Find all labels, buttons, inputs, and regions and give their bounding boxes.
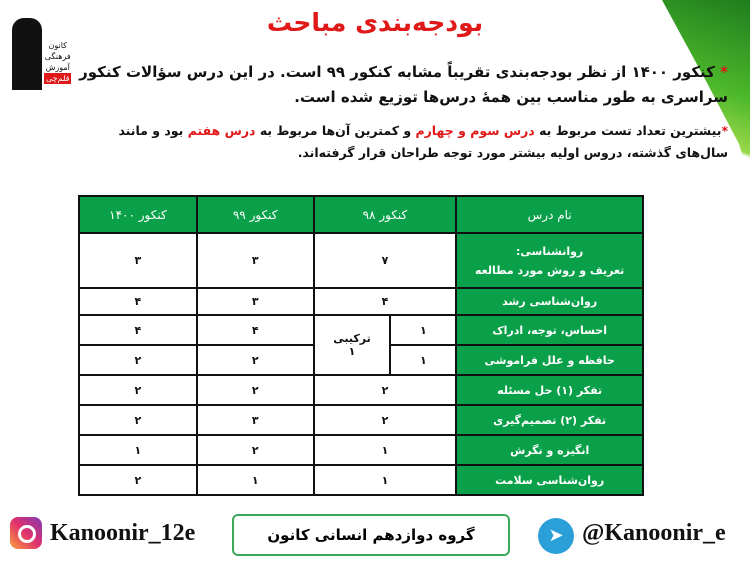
cell: ۴ [79, 288, 197, 315]
highlight: درس هفتم [187, 123, 256, 138]
logo-text: کانون [48, 41, 67, 50]
lesson-name: حافظه و علل فراموشی [456, 345, 643, 375]
group-label-box [232, 514, 510, 556]
cell: ۲ [197, 435, 314, 465]
table-row [79, 288, 643, 315]
cell: ۱ [314, 465, 457, 495]
text: بیشترین تعداد تست مربوط به [534, 123, 722, 138]
instagram-icon[interactable] [10, 517, 42, 549]
paragraph-2 [68, 120, 728, 164]
telegram-icon[interactable]: ➤ [538, 518, 574, 554]
cell: ۲ [79, 345, 197, 375]
table-row [79, 405, 643, 435]
cell: ۲ [79, 465, 197, 495]
cell: ۴ [79, 315, 197, 345]
cell: ۳ [197, 405, 314, 435]
budget-table [78, 195, 644, 496]
lesson-name: روانشناسی: تعریف و روش مورد مطالعه [456, 233, 643, 288]
cell: ۴ [314, 288, 457, 315]
cell: ۲ [314, 375, 457, 405]
paragraph-text: کنکور ۱۴۰۰ از نظر بودجه‌بندی تقریباً مشابه کنکور ۹۹ است. در این درس سؤالات کنکور سراسری به طور مناسب بین همهٔ درس‌ها توزیع شده است. [79, 63, 728, 106]
logo-text: آموزش [45, 63, 70, 72]
paragraph-1 [68, 60, 728, 110]
bullet-star: * [721, 123, 728, 138]
page-title: بودجه‌بندی مباحث [266, 8, 484, 37]
cell: ۱ [390, 345, 456, 375]
header-cell: کنکور ۹۹ [197, 196, 314, 233]
lesson-name: احساس، توجه، ادراک [456, 315, 643, 345]
lesson-name: انگیزه و نگرش [456, 435, 643, 465]
cell: ۷ [314, 233, 457, 288]
logo-text: فرهنگی [44, 52, 71, 61]
cell: ۱ [390, 315, 456, 345]
table-row [79, 465, 643, 495]
header-cell: کنکور ۱۴۰۰ [79, 196, 197, 233]
table-row [79, 315, 643, 345]
highlight: درس سوم و چهارم [415, 123, 535, 138]
cell: ۱ [197, 465, 314, 495]
instagram-handle[interactable]: Kanoonir_12e [50, 520, 196, 546]
telegram-handle[interactable]: @Kanoonir_e [582, 520, 726, 546]
cell: ۱ [314, 435, 457, 465]
lesson-name: روان‌شناسی سلامت [456, 465, 643, 495]
header-cell: کنکور ۹۸ [314, 196, 457, 233]
table-row [79, 375, 643, 405]
cell: ۳ [197, 233, 314, 288]
logo-text: قلم‌چی [46, 74, 70, 83]
bullet-star: * [720, 63, 728, 81]
cell: ۳ [197, 288, 314, 315]
cell: ۲ [314, 405, 457, 435]
footer [0, 508, 750, 558]
cell: ۴ [197, 315, 314, 345]
cell: ۲ [79, 405, 197, 435]
text: بود و مانند سال‌های گذشته، دروس اولیه بیشتر مورد توجه طراحان قرار گرفته‌اند. [118, 123, 728, 160]
table-header [79, 196, 643, 233]
table-row [79, 233, 643, 288]
cell: ۲ [197, 375, 314, 405]
cell: ۲ [79, 375, 197, 405]
lesson-name: روان‌شناسی رشد [456, 288, 643, 315]
group-label: گروه دوازدهم انسانی کانون [267, 526, 475, 544]
lesson-name: تفکر (۱) حل مسئله [456, 375, 643, 405]
header-cell: نام درس [456, 196, 643, 233]
cell: ۲ [197, 345, 314, 375]
lesson-name: تفکر (۲) تصمیم‌گیری [456, 405, 643, 435]
combined-cell: ترکیبی ۱ [314, 315, 391, 375]
table-row [79, 435, 643, 465]
cell: ۳ [79, 233, 197, 288]
cell: ۱ [79, 435, 197, 465]
text: و کمترین آن‌ها مربوط به [255, 123, 416, 138]
